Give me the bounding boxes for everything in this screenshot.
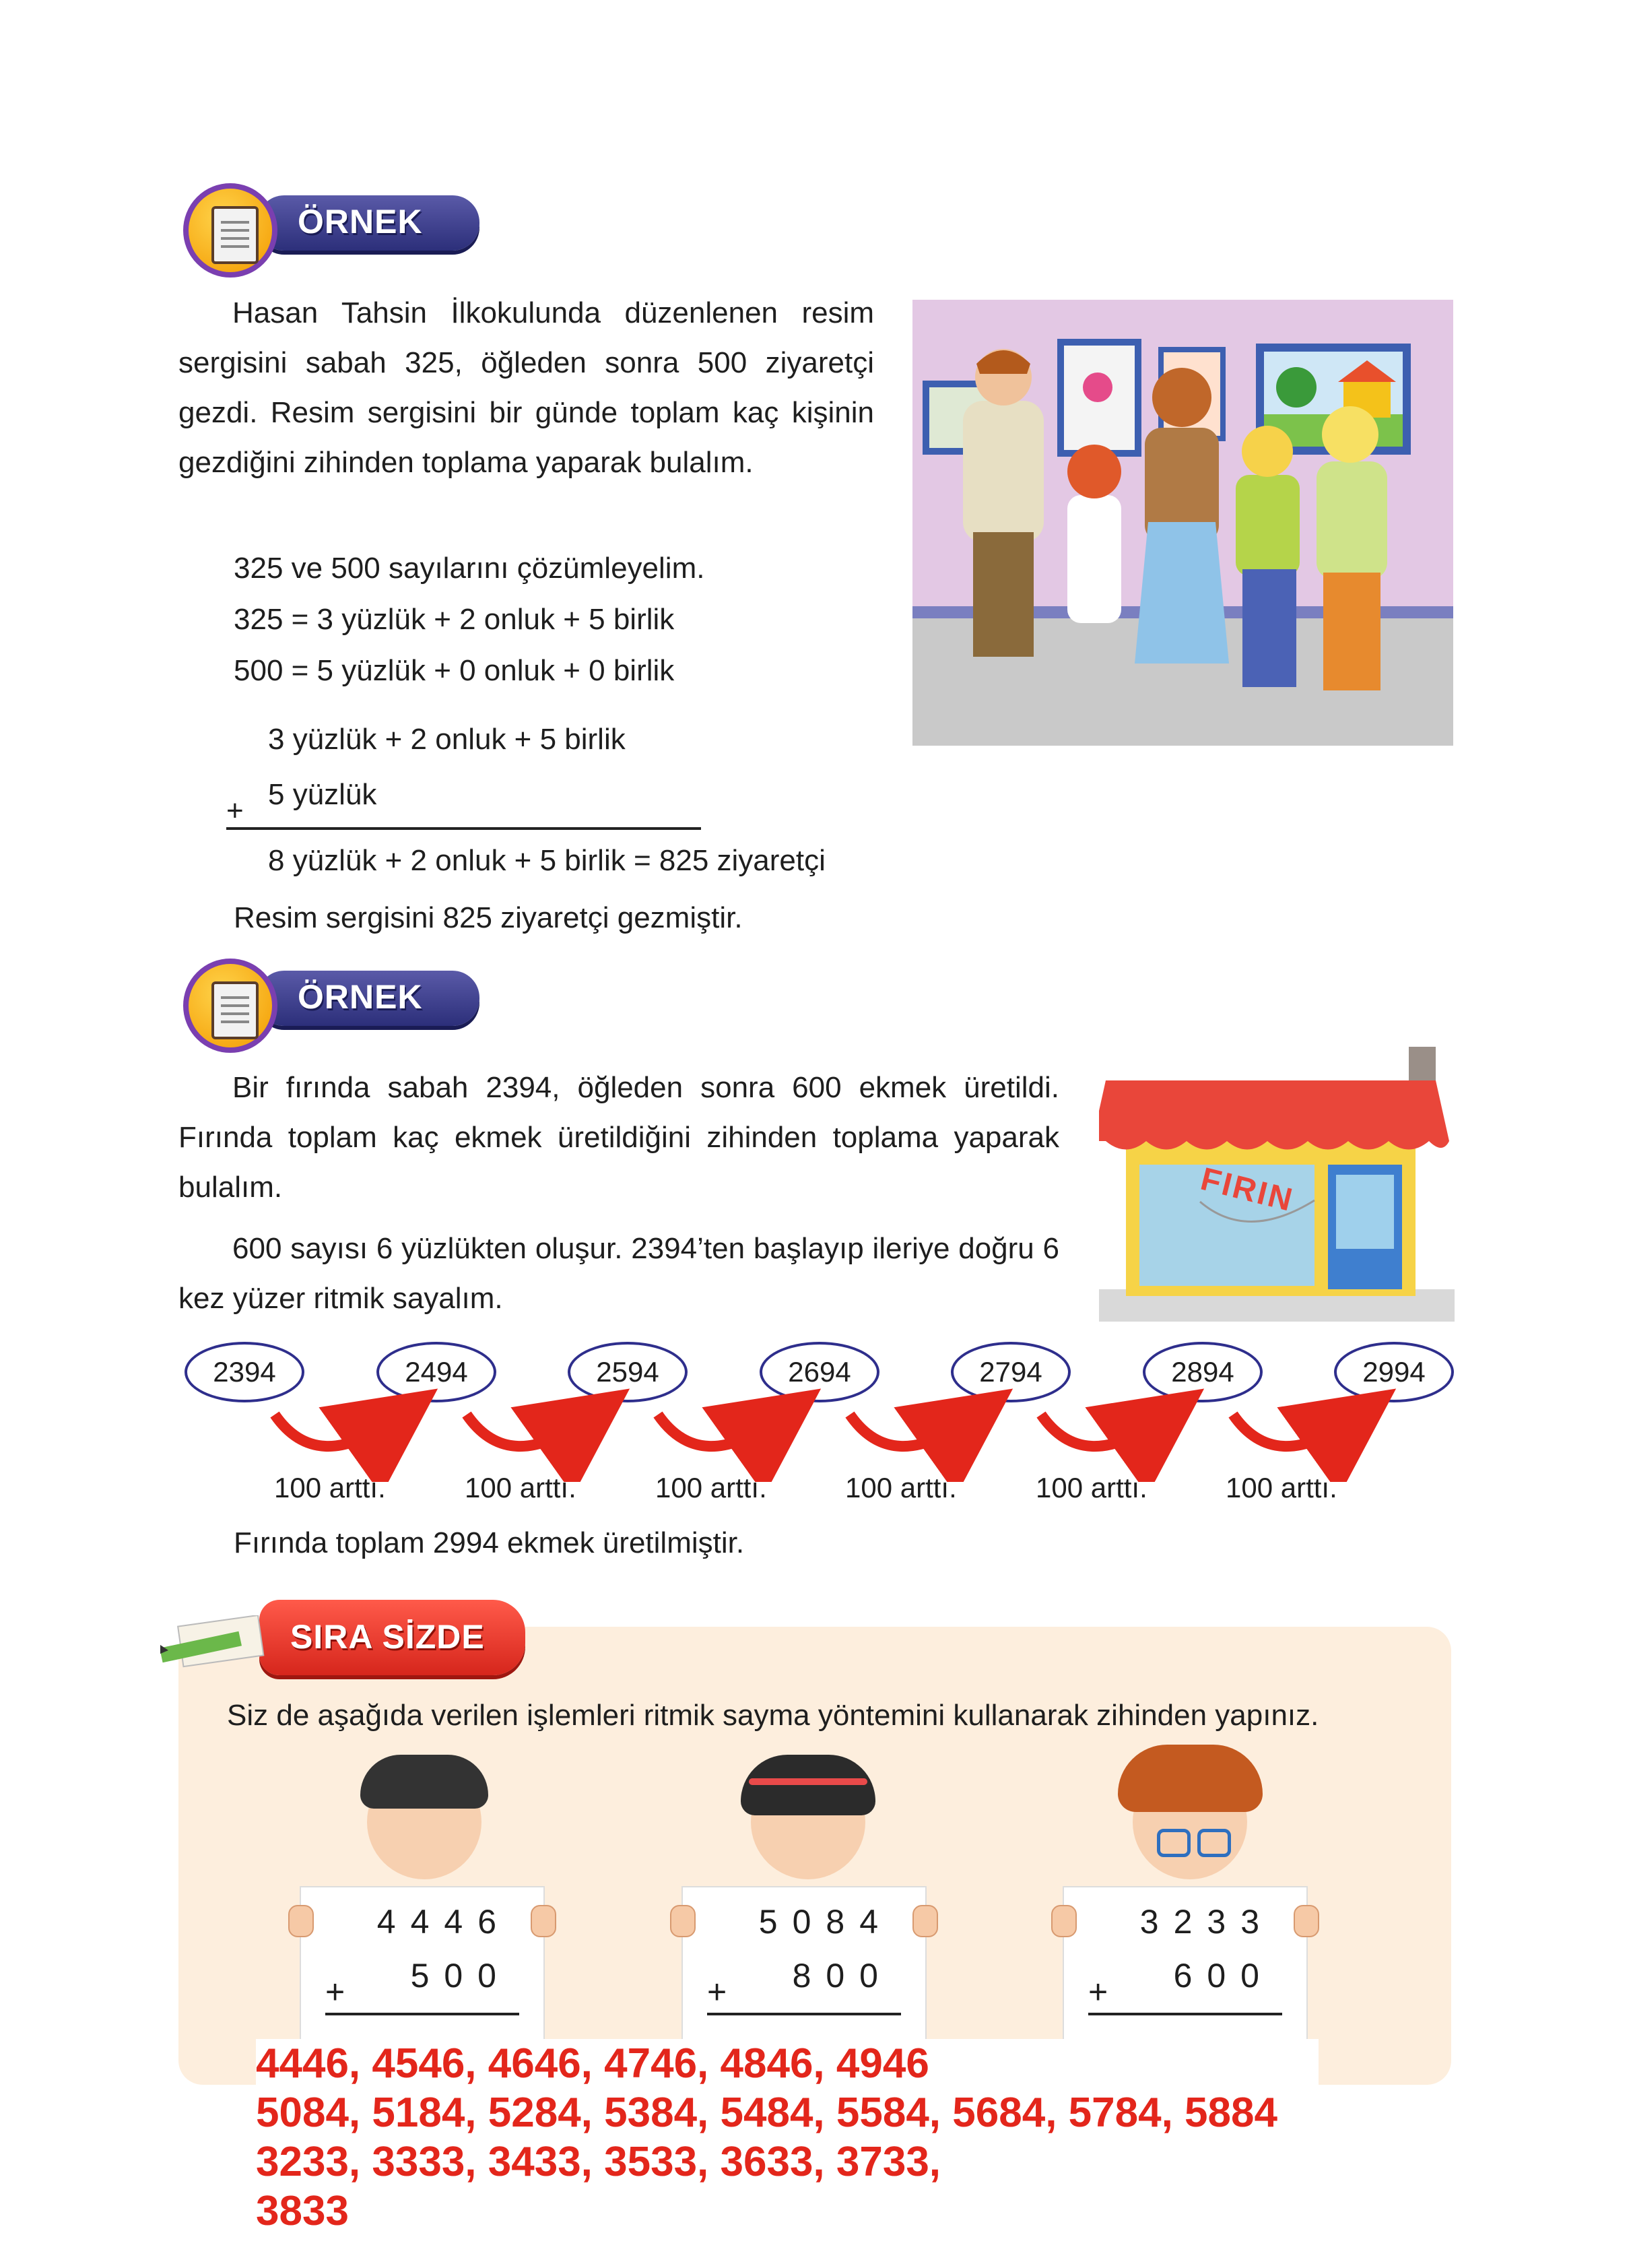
step-label: 100 arttı. xyxy=(1036,1472,1147,1503)
sequence-number: 2794 xyxy=(951,1342,1071,1402)
curved-arrow-icon xyxy=(1233,1415,1352,1446)
sequence-number: 2394 xyxy=(185,1342,304,1402)
curved-arrow-icon xyxy=(850,1415,969,1446)
hand-icon xyxy=(1051,1905,1077,1937)
answer-line: 4446, 4546, 4646, 4746, 4846, 4946 xyxy=(256,2039,1319,2089)
example1-line2: 325 = 3 yüzlük + 2 onluk + 5 birlik xyxy=(234,603,675,636)
sequence-number: 2994 xyxy=(1334,1342,1454,1402)
step-label: 100 arttı. xyxy=(274,1472,386,1503)
badge-label: ÖRNEK xyxy=(298,203,423,240)
step-label: 100 arttı. xyxy=(1226,1472,1337,1503)
curved-arrow-icon xyxy=(1041,1415,1160,1446)
card-line xyxy=(325,2013,519,2015)
answer-line: 3833 xyxy=(256,2186,349,2236)
answer-line: 3233, 3333, 3433, 3533, 3633, 3733, xyxy=(256,2137,941,2187)
addition-result: 8 yüzlük + 2 onluk + 5 birlik = 825 ziyaretçi xyxy=(268,844,826,877)
card-number-top: 5084 xyxy=(758,1903,893,1941)
sequence-number: 2594 xyxy=(568,1342,688,1402)
curved-arrow-icon xyxy=(658,1415,777,1446)
hand-icon xyxy=(1294,1905,1319,1937)
card-number-top: 4446 xyxy=(376,1903,511,1941)
step-label: 100 arttı. xyxy=(465,1472,576,1503)
pencil-icon xyxy=(160,1615,288,1669)
addition-row2: 5 yüzlük xyxy=(268,778,377,811)
exercise-card xyxy=(681,1886,927,2050)
example2-paragraph: Bir fırında sabah 2394, öğleden sonra 600 ekmek üretildi. Fırında toplam kaç ekmek üretildiğini zihinden toplama yaparak bulalım. xyxy=(178,1071,1059,1204)
card-plus: + xyxy=(707,1973,727,2011)
card-number-top: 3233 xyxy=(1139,1903,1274,1941)
card-plus: + xyxy=(1088,1973,1108,2011)
card-number-bottom: 800 xyxy=(792,1957,893,1995)
card-line xyxy=(1088,2013,1282,2015)
addition-row1: 3 yüzlük + 2 onluk + 5 birlik xyxy=(268,723,626,756)
sequence-number: 2694 xyxy=(760,1342,879,1402)
hand-icon xyxy=(531,1905,556,1937)
exercise-card xyxy=(300,1886,545,2050)
hand-icon xyxy=(288,1905,314,1937)
curved-arrow-icon xyxy=(275,1415,394,1446)
card-line xyxy=(707,2013,901,2015)
card-plus: + xyxy=(325,1973,345,2011)
your-turn-badge xyxy=(259,1600,525,1675)
exercise-instruction: Siz de aşağıda verilen işlemleri ritmik sayma yöntemini kullanarak zihinden yapınız. xyxy=(227,1699,1319,1732)
your-turn-label: SIRA SİZDE xyxy=(290,1618,485,1656)
example1-conclusion: Resim sergisini 825 ziyaretçi gezmiştir. xyxy=(234,901,743,934)
badge-label: ÖRNEK xyxy=(298,978,423,1016)
curved-arrow-icon xyxy=(467,1415,586,1446)
example2-paragraph2: 600 sayısı 6 yüzlükten oluşur. 2394’ten başlayıp ileriye doğru 6 kez yüzer ritmik sayalım. xyxy=(178,1232,1059,1315)
addition-plus: + xyxy=(226,794,244,827)
hand-icon xyxy=(670,1905,696,1937)
card-number-bottom: 500 xyxy=(410,1957,511,1995)
example2-conclusion: Fırında toplam 2994 ekmek üretilmiştir. xyxy=(234,1526,745,1559)
step-label: 100 arttı. xyxy=(655,1472,767,1503)
bakery-sign: FIRIN xyxy=(1197,1161,1298,1219)
example1-line3: 500 = 5 yüzlük + 0 onluk + 0 birlik xyxy=(234,654,675,687)
card-number-bottom: 600 xyxy=(1173,1957,1274,1995)
hand-icon xyxy=(912,1905,938,1937)
sequence-number: 2894 xyxy=(1143,1342,1263,1402)
sequence-number: 2494 xyxy=(376,1342,496,1402)
answer-line: 5084, 5184, 5284, 5384, 5484, 5584, 5684, 5784, 5884 xyxy=(256,2088,1277,2138)
example1-line1: 325 ve 500 sayılarını çözümleyelim. xyxy=(234,552,705,585)
step-label: 100 arttı. xyxy=(845,1472,957,1503)
example1-paragraph: Hasan Tahsin İlkokulunda düzenlenen resim sergisini sabah 325, öğleden sonra 500 ziyaretçi gezdi. Resim sergisini bir günde toplam kaç kişinin gezdiğini zihinden toplama yaparak bulalım. xyxy=(178,296,874,479)
exercise-card xyxy=(1063,1886,1308,2050)
